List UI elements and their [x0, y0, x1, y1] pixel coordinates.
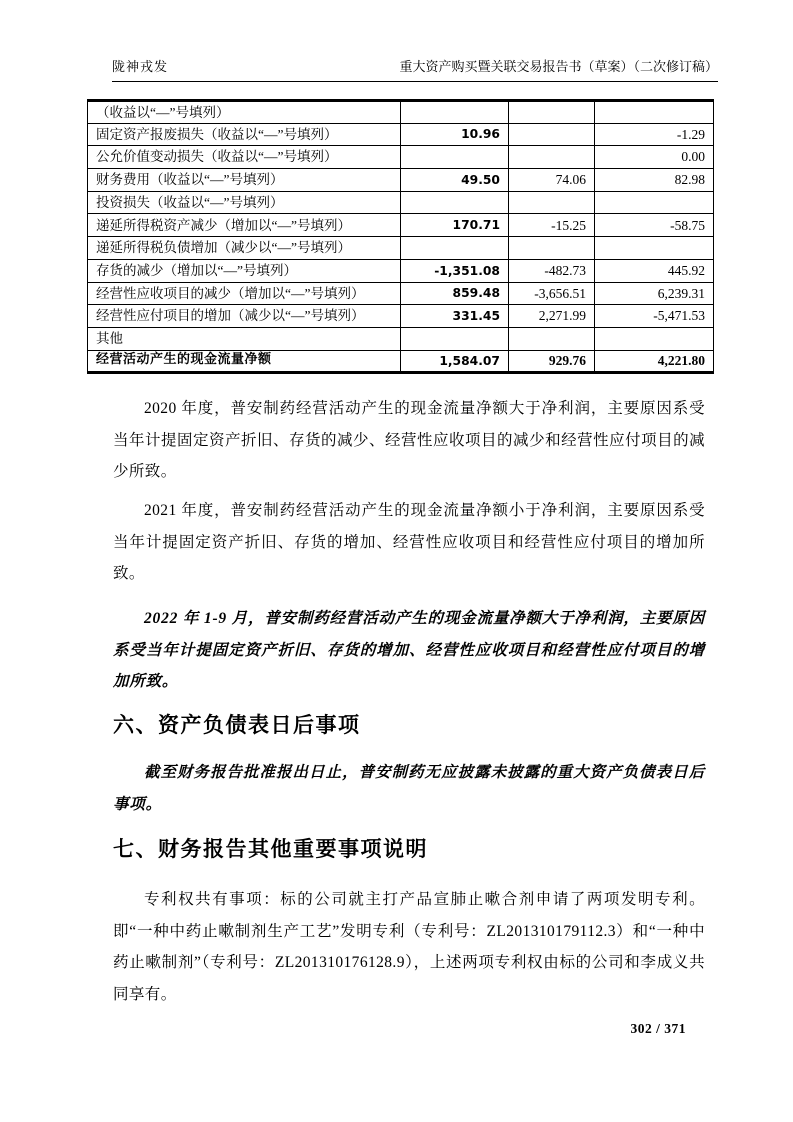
row-value: 49.50 [401, 169, 509, 192]
header-company: 陇神戎发 [112, 59, 169, 74]
row-value [401, 191, 509, 214]
row-value: -482.73 [509, 259, 595, 282]
paragraph-2022: 2022 年 1-9 月，普安制药经营活动产生的现金流量净额大于净利润，主要原因系受当年计提固定资产折旧、存货的增加、经营性应收项目和经营性应付项目的增加所致。 [113, 610, 705, 690]
table-row [88, 237, 714, 260]
table-row [88, 305, 714, 328]
table-row-total [88, 350, 714, 373]
table-row [88, 282, 714, 305]
row-label: 递延所得税资产减少（增加以“—”号填列） [88, 214, 401, 237]
row-value [401, 327, 509, 350]
row-value: 445.92 [595, 259, 714, 282]
row-value: -58.75 [595, 214, 714, 237]
row-label: 公允价值变动损失（收益以“—”号填列） [88, 146, 401, 169]
table-row [88, 169, 714, 192]
table-row [88, 259, 714, 282]
page-header [112, 56, 718, 82]
row-label: 财务费用（收益以“—”号填列） [88, 169, 401, 192]
row-value: 1,584.07 [401, 350, 509, 373]
row-label: 存货的减少（增加以“—”号填列） [88, 259, 401, 282]
row-label: 递延所得税负债增加（减少以“—”号填列） [88, 237, 401, 260]
section-7-heading: 七、财务报告其他重要事项说明 [113, 838, 428, 861]
row-value: 331.45 [401, 305, 509, 328]
row-value: 74.06 [509, 169, 595, 192]
table-row [88, 146, 714, 169]
row-value [401, 101, 509, 124]
table-row [88, 101, 714, 124]
table-row [88, 214, 714, 237]
row-label: （收益以“—”号填列） [88, 101, 401, 124]
row-value [401, 146, 509, 169]
row-value [595, 237, 714, 260]
row-value [401, 237, 509, 260]
row-value: 10.96 [401, 123, 509, 146]
row-value: 929.76 [509, 350, 595, 373]
row-value [509, 101, 595, 124]
row-value: 0.00 [595, 146, 714, 169]
row-value: -3,656.51 [509, 282, 595, 305]
row-value: 859.48 [401, 282, 509, 305]
row-value: 2,271.99 [509, 305, 595, 328]
row-value: 82.98 [595, 169, 714, 192]
row-value: 170.71 [401, 214, 509, 237]
page-number: 302 / 371 [630, 1021, 686, 1036]
row-value: -5,471.53 [595, 305, 714, 328]
row-label: 经营性应收项目的减少（增加以“—”号填列） [88, 282, 401, 305]
table-row [88, 123, 714, 146]
row-value: -15.25 [509, 214, 595, 237]
table-row [88, 327, 714, 350]
row-value [509, 237, 595, 260]
row-value [595, 191, 714, 214]
row-value [595, 101, 714, 124]
row-value: -1.29 [595, 123, 714, 146]
header-doc-title: 重大资产购买暨关联交易报告书（草案）（二次修订稿） [399, 59, 718, 74]
table-row [88, 191, 714, 214]
paragraph-2020: 2020 年度，普安制药经营活动产生的现金流量净额大于净利润，主要原因系受当年计提固定资产折旧、存货的减少、经营性应收项目的减少和经营性应付项目的减少所致。 [113, 400, 705, 480]
row-label: 投资损失（收益以“—”号填列） [88, 191, 401, 214]
row-label: 经营活动产生的现金流量净额 [88, 350, 401, 373]
row-label: 固定资产报废损失（收益以“—”号填列） [88, 123, 401, 146]
row-value: -1,351.08 [401, 259, 509, 282]
row-value [509, 191, 595, 214]
row-label: 经营性应付项目的增加（减少以“—”号填列） [88, 305, 401, 328]
row-value [509, 327, 595, 350]
row-value [509, 123, 595, 146]
cash-flow-table [87, 99, 714, 374]
section-7-body: 专利权共有事项：标的公司就主打产品宣肺止嗽合剂申请了两项发明专利。即“一种中药止嗽制剂生产工艺”发明专利（专利号：ZL201310179112.3）和“一种中药止嗽制剂”（专利号：ZL201310176128.9），上述两项专利权由标的公司和李成义共同享有。 [113, 891, 705, 1003]
row-value [595, 327, 714, 350]
row-value: 4,221.80 [595, 350, 714, 373]
row-label: 其他 [88, 327, 401, 350]
section-6-body: 截至财务报告批准报出日止，普安制药无应披露未披露的重大资产负债表日后事项。 [113, 764, 705, 813]
section-6-heading: 六、资产负债表日后事项 [113, 714, 361, 737]
row-value [509, 146, 595, 169]
row-value: 6,239.31 [595, 282, 714, 305]
paragraph-2021: 2021 年度，普安制药经营活动产生的现金流量净额小于净利润，主要原因系受当年计提固定资产折旧、存货的增加、经营性应收项目和经营性应付项目的增加所致。 [113, 502, 705, 582]
